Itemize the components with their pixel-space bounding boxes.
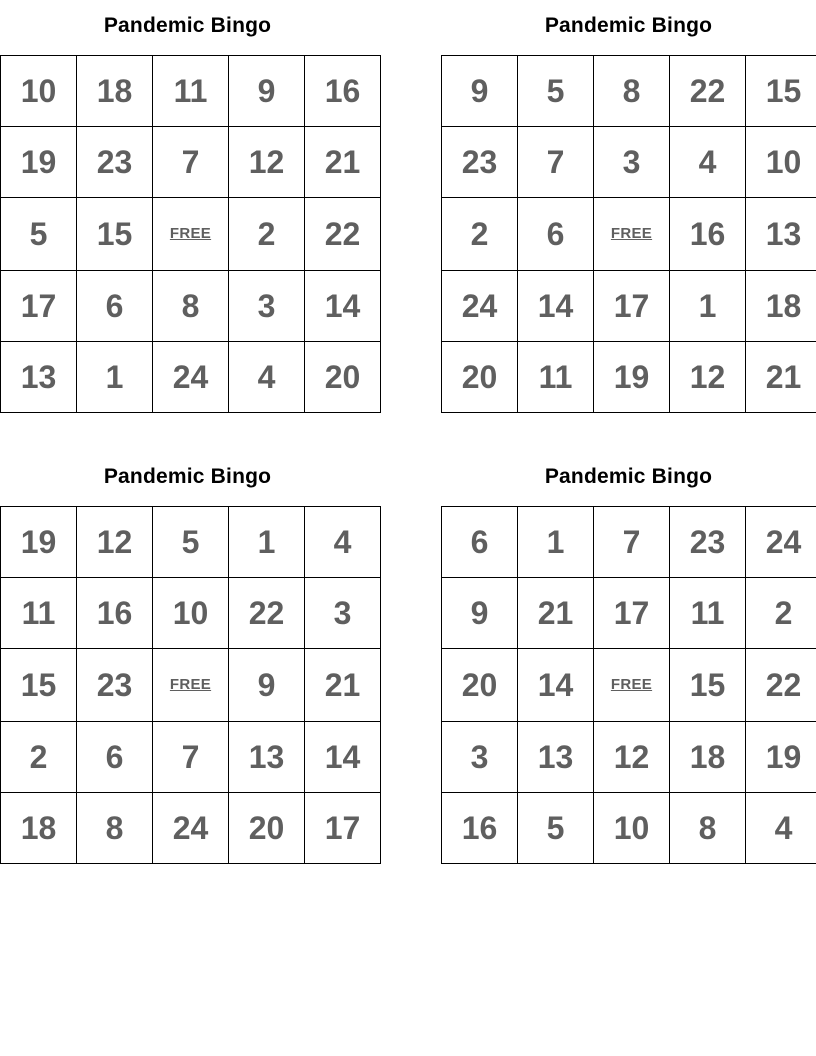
bingo-cell: 15 bbox=[670, 649, 746, 722]
grid-row bbox=[442, 649, 816, 722]
bingo-cell: 18 bbox=[670, 722, 746, 793]
bingo-cell: 6 bbox=[77, 722, 153, 793]
bingo-cell: 16 bbox=[77, 578, 153, 649]
bingo-cell: 9 bbox=[229, 649, 305, 722]
bingo-cell: 18 bbox=[746, 271, 816, 342]
grid-row bbox=[442, 271, 816, 342]
grid-row bbox=[1, 271, 381, 342]
bingo-cell: 24 bbox=[442, 271, 518, 342]
grid-row bbox=[1, 342, 381, 413]
bingo-cell: 21 bbox=[305, 127, 381, 198]
bingo-cell: 5 bbox=[518, 793, 594, 864]
bingo-cell: 23 bbox=[442, 127, 518, 198]
bingo-cell: 24 bbox=[153, 342, 229, 413]
bingo-cell: 16 bbox=[305, 56, 381, 127]
bingo-cell: 12 bbox=[229, 127, 305, 198]
bingo-cell: 22 bbox=[670, 56, 746, 127]
bingo-cell: 19 bbox=[1, 127, 77, 198]
bingo-cell: 22 bbox=[305, 198, 381, 271]
bingo-cell: 8 bbox=[77, 793, 153, 864]
bingo-cell: 3 bbox=[442, 722, 518, 793]
bingo-cell: 11 bbox=[153, 56, 229, 127]
bingo-cell: 17 bbox=[594, 271, 670, 342]
bingo-cell: 10 bbox=[1, 56, 77, 127]
bingo-grid bbox=[441, 55, 816, 413]
bingo-cell: 23 bbox=[670, 507, 746, 578]
bingo-cell: 11 bbox=[518, 342, 594, 413]
bingo-cell: 13 bbox=[1, 342, 77, 413]
bingo-cell: 23 bbox=[77, 127, 153, 198]
grid-row bbox=[442, 127, 816, 198]
free-space-cell: FREE bbox=[594, 649, 670, 722]
bingo-cell: 12 bbox=[670, 342, 746, 413]
bingo-cell: 11 bbox=[670, 578, 746, 649]
bingo-cell: 14 bbox=[305, 271, 381, 342]
bingo-cell: 20 bbox=[442, 342, 518, 413]
grid-row bbox=[442, 56, 816, 127]
bingo-cell: 17 bbox=[1, 271, 77, 342]
bingo-cell: 20 bbox=[229, 793, 305, 864]
bingo-cell: 3 bbox=[229, 271, 305, 342]
card-title: Pandemic Bingo bbox=[103, 465, 272, 488]
grid-row bbox=[1, 578, 381, 649]
bingo-cell: 9 bbox=[442, 56, 518, 127]
bingo-grid bbox=[0, 506, 381, 864]
bingo-cell: 7 bbox=[518, 127, 594, 198]
bingo-cell: 13 bbox=[518, 722, 594, 793]
bingo-cell: 22 bbox=[229, 578, 305, 649]
bingo-cell: 11 bbox=[1, 578, 77, 649]
bingo-cell: 24 bbox=[153, 793, 229, 864]
bingo-cell: 10 bbox=[153, 578, 229, 649]
bingo-cell: 2 bbox=[746, 578, 816, 649]
bingo-cell: 8 bbox=[670, 793, 746, 864]
grid-row bbox=[1, 649, 381, 722]
grid-row bbox=[1, 56, 381, 127]
bingo-cell: 4 bbox=[670, 127, 746, 198]
bingo-cell: 17 bbox=[305, 793, 381, 864]
bingo-cell: 8 bbox=[153, 271, 229, 342]
free-space-cell: FREE bbox=[594, 198, 670, 271]
bingo-cell: 21 bbox=[305, 649, 381, 722]
bingo-cell: 6 bbox=[518, 198, 594, 271]
bingo-cell: 4 bbox=[229, 342, 305, 413]
bingo-cell: 15 bbox=[746, 56, 816, 127]
bingo-cell: 9 bbox=[442, 578, 518, 649]
free-space-cell: FREE bbox=[153, 649, 229, 722]
bingo-cell: 1 bbox=[77, 342, 153, 413]
bingo-cell: 6 bbox=[77, 271, 153, 342]
bingo-cell: 3 bbox=[594, 127, 670, 198]
bingo-cell: 22 bbox=[746, 649, 816, 722]
bingo-cell: 16 bbox=[670, 198, 746, 271]
bingo-cell: 23 bbox=[77, 649, 153, 722]
bingo-cell: 13 bbox=[746, 198, 816, 271]
bingo-cell: 7 bbox=[153, 722, 229, 793]
grid-row bbox=[1, 793, 381, 864]
bingo-cell: 18 bbox=[77, 56, 153, 127]
bingo-cell: 5 bbox=[1, 198, 77, 271]
bingo-cell: 12 bbox=[77, 507, 153, 578]
bingo-cell: 18 bbox=[1, 793, 77, 864]
bingo-cell: 24 bbox=[746, 507, 816, 578]
bingo-cell: 5 bbox=[153, 507, 229, 578]
grid-row bbox=[1, 127, 381, 198]
card-title: Pandemic Bingo bbox=[544, 465, 713, 488]
bingo-cell: 21 bbox=[518, 578, 594, 649]
bingo-cell: 15 bbox=[1, 649, 77, 722]
bingo-cell: 13 bbox=[229, 722, 305, 793]
bingo-cell: 19 bbox=[1, 507, 77, 578]
bingo-cell: 12 bbox=[594, 722, 670, 793]
bingo-cell: 20 bbox=[442, 649, 518, 722]
bingo-cell: 3 bbox=[305, 578, 381, 649]
bingo-cell: 1 bbox=[518, 507, 594, 578]
grid-row bbox=[1, 507, 381, 578]
grid-row bbox=[442, 198, 816, 271]
bingo-grid bbox=[0, 55, 381, 413]
bingo-cell: 7 bbox=[153, 127, 229, 198]
bingo-cell: 2 bbox=[442, 198, 518, 271]
bingo-cell: 2 bbox=[229, 198, 305, 271]
grid-row bbox=[1, 198, 381, 271]
bingo-grid bbox=[441, 506, 816, 864]
grid-row bbox=[442, 342, 816, 413]
bingo-cell: 10 bbox=[594, 793, 670, 864]
card-title: Pandemic Bingo bbox=[544, 14, 713, 37]
bingo-cell: 14 bbox=[518, 649, 594, 722]
bingo-cell: 9 bbox=[229, 56, 305, 127]
card-title: Pandemic Bingo bbox=[103, 14, 272, 37]
bingo-cell: 14 bbox=[305, 722, 381, 793]
bingo-cell: 2 bbox=[1, 722, 77, 793]
grid-row bbox=[442, 578, 816, 649]
bingo-cell: 5 bbox=[518, 56, 594, 127]
bingo-cell: 10 bbox=[746, 127, 816, 198]
grid-row bbox=[1, 722, 381, 793]
bingo-cell: 21 bbox=[746, 342, 816, 413]
bingo-cell: 8 bbox=[594, 56, 670, 127]
bingo-cell: 1 bbox=[670, 271, 746, 342]
grid-row bbox=[442, 793, 816, 864]
bingo-cell: 4 bbox=[746, 793, 816, 864]
bingo-cell: 7 bbox=[594, 507, 670, 578]
free-space-cell: FREE bbox=[153, 198, 229, 271]
bingo-cell: 19 bbox=[746, 722, 816, 793]
bingo-cell: 17 bbox=[594, 578, 670, 649]
bingo-cell: 19 bbox=[594, 342, 670, 413]
bingo-cell: 16 bbox=[442, 793, 518, 864]
bingo-cell: 4 bbox=[305, 507, 381, 578]
bingo-cell: 6 bbox=[442, 507, 518, 578]
grid-row bbox=[442, 507, 816, 578]
bingo-cell: 20 bbox=[305, 342, 381, 413]
bingo-cell: 15 bbox=[77, 198, 153, 271]
bingo-cell: 14 bbox=[518, 271, 594, 342]
bingo-cell: 1 bbox=[229, 507, 305, 578]
grid-row bbox=[442, 722, 816, 793]
